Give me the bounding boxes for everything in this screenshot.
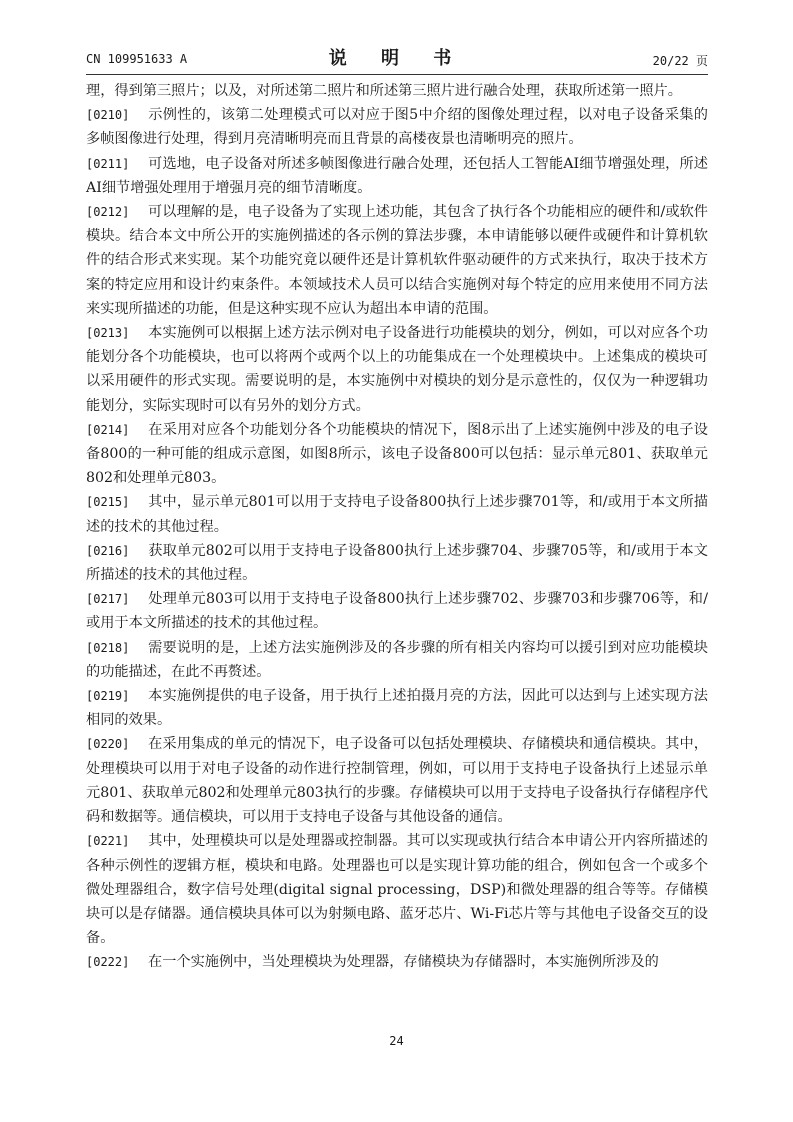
paragraph [86, 829, 708, 950]
page-info: 20/22 页 [652, 54, 708, 68]
paragraph-number: [0216] [86, 543, 130, 558]
paragraph [86, 950, 708, 974]
paragraph [86, 200, 708, 321]
paragraph-number: [0219] [86, 689, 130, 704]
patent-number: CN 109951633 A [86, 52, 188, 66]
paragraph-number: [0220] [86, 737, 130, 752]
paragraph-text: 在一个实施例中，当处理模块为处理器，存储模块为存储器时，本实施例所涉及的 [148, 954, 659, 971]
page-header [86, 44, 708, 72]
paragraph-text: 处理单元803可以用于支持电子设备800执行上述步骤702、步骤703和步骤706等，和/或用于本文所描述的技术的其他过程。 [86, 591, 708, 632]
paragraph-text: 可选地，电子设备对所述多帧图像进行融合处理，还包括人工智能AI细节增强处理，所述AI细节增强处理用于增强月亮的细节清晰度。 [86, 155, 708, 196]
paragraph-number: [0217] [86, 592, 130, 607]
paragraph [86, 732, 708, 829]
continuation-text: 理，得到第三照片；以及，对所述第二照片和所述第三照片进行融合处理，获取所述第一照片。 [86, 83, 682, 99]
paragraph-number: [0221] [86, 834, 130, 849]
paragraph [86, 152, 708, 200]
paragraph-text: 需要说明的是，上述方法实施例涉及的各步骤的所有相关内容均可以援引到对应功能模块的功能描述，在此不再赘述。 [86, 639, 708, 680]
paragraph-number: [0214] [86, 422, 130, 437]
paragraph [86, 636, 708, 684]
paragraph [86, 539, 708, 587]
paragraph-text: 其中，显示单元801可以用于支持电子设备800执行上述步骤701等，和/或用于本文所描述的技术的其他过程。 [86, 494, 708, 535]
paragraph-text: 可以理解的是，电子设备为了实现上述功能，其包含了执行各个功能相应的硬件和/或软件模块。结合本文中所公开的实施例描述的各示例的算法步骤，本申请能够以硬件或硬件和计算机软件的结合形式来实现。某个功能究竟以硬件还是计算机软件驱动硬件的方式来执行，取决于技术方案的特定应用和设计约束条件。本领域技术人员可以结合实施例对每个特定的应用来使用不同方法来实现所描述的功能，但是这种实现不应认为超出本申请的范围。 [86, 204, 708, 317]
document-title: 说 明 书 [328, 48, 466, 69]
paragraph-list [86, 103, 708, 974]
paragraph-number: [0212] [86, 205, 130, 220]
header-rule [86, 74, 708, 75]
paragraph [86, 418, 708, 491]
paragraph [86, 321, 708, 418]
paragraph [86, 684, 708, 732]
page-number: 24 [389, 1034, 404, 1048]
paragraph-text: 在采用对应各个功能划分各个功能模块的情况下，图8示出了上述实施例中涉及的电子设备800的一种可能的组成示意图，如图8所示，该电子设备800可以包括：显示单元801、获取单元802和处理单元803。 [86, 421, 708, 487]
paragraph-text: 获取单元802可以用于支持电子设备800执行上述步骤704、步骤705等，和/或用于本文所描述的技术的其他过程。 [86, 542, 708, 584]
paragraph [86, 103, 708, 151]
paragraph-number: [0222] [86, 955, 130, 970]
paragraph [86, 587, 708, 635]
document-body [86, 79, 708, 975]
paragraph-text: 在采用集成的单元的情况下，电子设备可以包括处理模块、存储模块和通信模块。其中，处理模块可以用于对电子设备的动作进行控制管理，例如，可以用于支持电子设备执行上述显示单元801、获取单元802和处理单元803执行的步骤。存储模块可以用于支持电子设备执行存储程序代码和数据等。通信模块，可以用于支持电子设备与其他设备的通信。 [86, 736, 708, 826]
paragraph-text: 本实施例可以根据上述方法示例对电子设备进行功能模块的划分，例如，可以对应各个功能划分各个功能模块，也可以将两个或两个以上的功能集成在一个处理模块中。上述集成的模块可以采用硬件的形式实现。需要说明的是，本实施例中对模块的划分是示意性的，仅仅为一种逻辑功能划分，实际实现时可以有另外的划分方式。 [86, 325, 708, 414]
paragraph-text: 示例性的，该第二处理模式可以对应于图5中介绍的图像处理过程，以对电子设备采集的多帧图像进行处理，得到月亮清晰明亮而且背景的高楼夜景也清晰明亮的照片。 [86, 107, 708, 148]
paragraph-number: [0215] [86, 495, 130, 510]
paragraph-text: 其中，处理模块可以是处理器或控制器。其可以实现或执行结合本申请公开内容所描述的各种示例性的逻辑方框，模块和电路。处理器也可以是实现计算功能的组合，例如包含一个或多个微处理器组合，数字信号处理(digital signal processing，DSP)和微处理器的组合等等。存储模块可以是存储器。通信模块具体可以为射频电路、蓝牙芯片、Wi-Fi芯片等与其他电子设备交互的设备。 [86, 833, 708, 947]
paragraph-number: [0210] [86, 108, 130, 123]
paragraph-number: [0213] [86, 326, 130, 341]
paragraph-number: [0218] [86, 640, 130, 655]
paragraph-text: 本实施例提供的电子设备，用于执行上述拍摄月亮的方法，因此可以达到与上述实现方法相同的效果。 [86, 688, 708, 729]
paragraph [86, 490, 708, 538]
paragraph-number: [0211] [86, 156, 130, 171]
